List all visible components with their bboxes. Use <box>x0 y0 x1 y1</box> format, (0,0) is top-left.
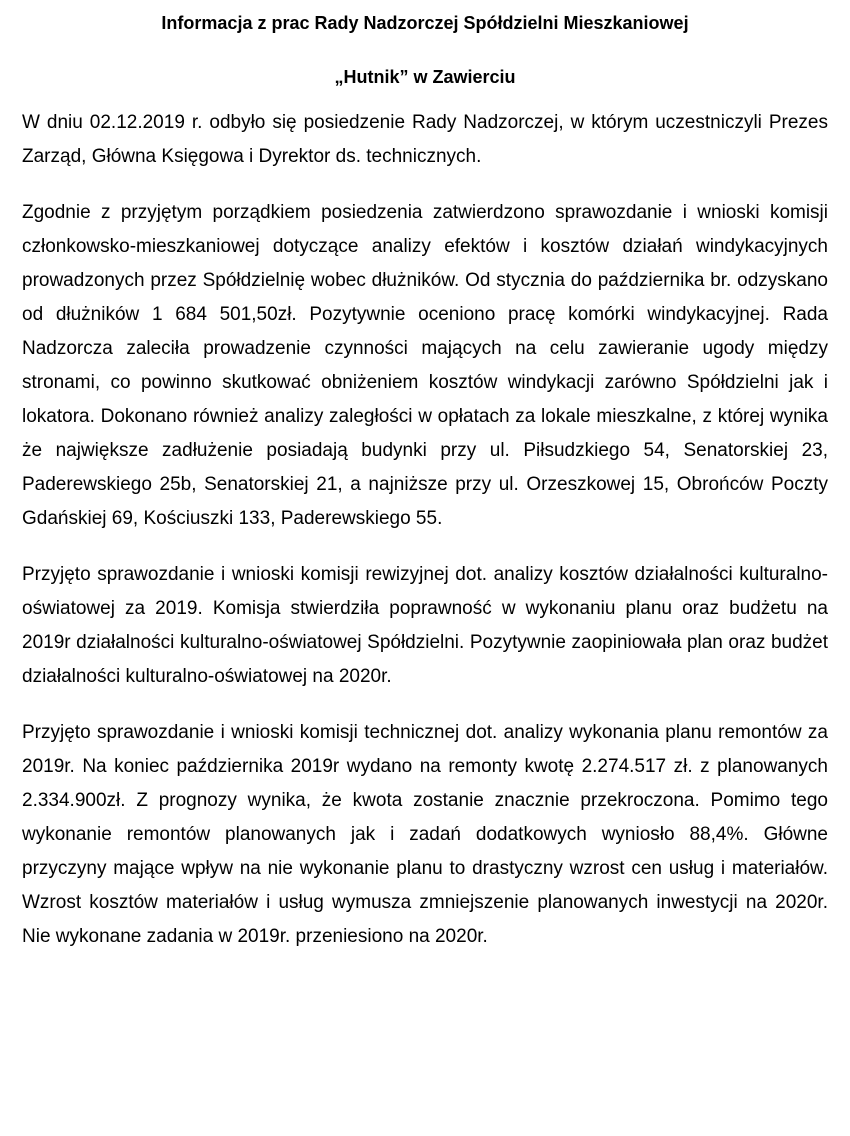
paragraph-meeting-info: W dniu 02.12.2019 r. odbyło się posiedzenie Rady Nadzorczej, w którym uczestniczyli Prezes Zarząd, Główna Księgowa i Dyrektor ds. technicznych. <box>22 112 828 167</box>
document-title-line-1: Informacja z prac Rady Nadzorczej Spółdzielni Mieszkaniowej <box>161 13 689 33</box>
document-title-line-2: „Hutnik” w Zawierciu <box>334 67 516 87</box>
paragraph-debt-collection: Zgodnie z przyjętym porządkiem posiedzenia zatwierdzono sprawozdanie i wnioski komisji członkowsko-mieszkaniowej dotyczące analizy efektów i kosztów działań windykacyjnych prowadzonych przez Spółdzielnię wobec dłużników. Od stycznia do października br. odzyskano od dłużników 1 684 501,50zł. Pozytywnie oceniono pracę komórki windykacyjnej. Rada Nadzorcza zaleciła prowadzenie czynności mających na celu zawieranie ugody między stronami, co powinno skutkować obniżeniem kosztów windykacji zarówno Spółdzielni jak i lokatora. Dokonano również analizy zaległości w opłatach za lokale mieszkalne, z której wynika że największe zadłużenie posiadają budynki przy ul. Piłsudzkiego 54, Senatorskiej 23, Paderewskiego 25b, Senatorskiej 21, a najniższe przy ul. Orzeszkowej 15, Obrońców Poczty Gdańskiej 69, Kościuszki 133, Paderewskiego 55. <box>22 202 828 529</box>
paragraph-repairs: Przyjęto sprawozdanie i wnioski komisji technicznej dot. analizy wykonania planu remontów za 2019r. Na koniec października 2019r wydano na remonty kwotę 2.274.517 zł. z planowanych 2.334.900zł. Z prognozy wynika, że kwota zostanie znacznie przekroczona. Pomimo tego wykonanie remontów planowanych jak i zadań dodatkowych wyniosło 88,4%. Główne przyczyny mające wpływ na nie wykonanie planu to drastyczny wzrost cen usług i materiałów. Wzrost kosztów materiałów i usług wymusza zmniejszenie planowanych inwestycji na 2020r. Nie wykonane zadania w 2019r. przeniesiono na 2020r. <box>22 722 828 947</box>
paragraph-cultural-activities: Przyjęto sprawozdanie i wnioski komisji rewizyjnej dot. analizy kosztów działalności kulturalno-oświatowej za 2019. Komisja stwierdziła poprawność w wykonaniu planu oraz budżetu na 2019r działalności kulturalno-oświatowej Spółdzielni. Pozytywnie zaopiniowała plan oraz budżet działalności kulturalno-oświatowej na 2020r. <box>22 564 828 687</box>
